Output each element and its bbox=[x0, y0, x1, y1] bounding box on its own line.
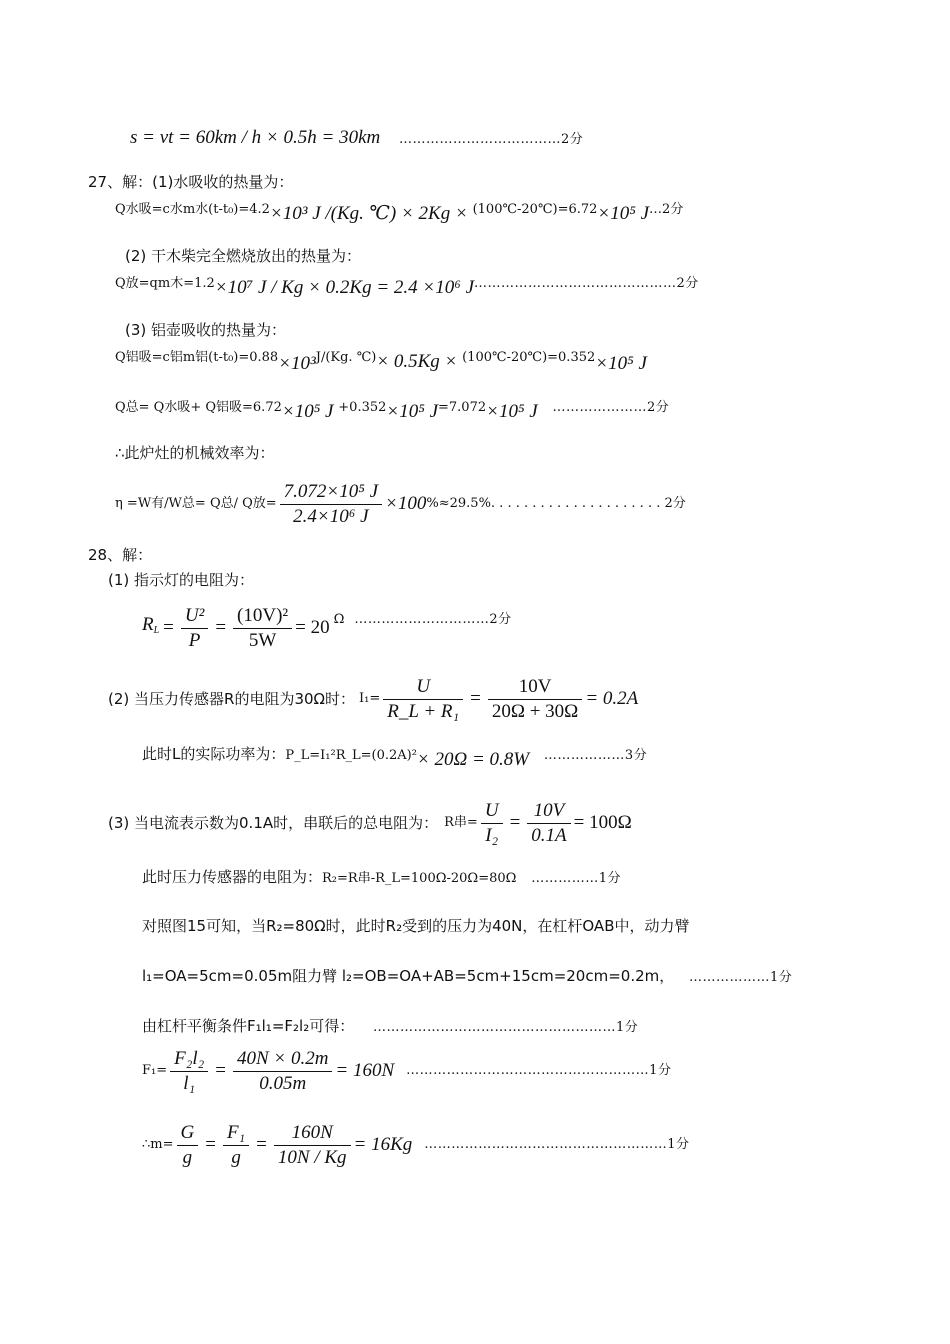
equals-sign-4: = bbox=[509, 812, 521, 833]
q28-lever-text-a: 对照图15可知，当R₂=80Ω时，此时R₂受到的压力为40N，在杠杆OAB中，动力臂 bbox=[142, 917, 690, 935]
sensor-equation: R₂=R串-R_L=100Ω-20Ω=80Ω bbox=[322, 871, 517, 886]
total-heat-t1: ×10⁵ J bbox=[281, 401, 334, 422]
q27-efficiency-heading: ∴此炉灶的机械效率为： bbox=[115, 444, 275, 462]
efficiency-fraction bbox=[280, 482, 382, 527]
q28-total-resistance-line bbox=[108, 794, 632, 852]
q28-step1-heading: (1) 指示灯的电阻为： bbox=[108, 571, 255, 589]
water-heat-left: Q水吸=c水m水(t-t₀)=4.2 bbox=[115, 202, 270, 217]
power-mid: × 20Ω = 0.8W bbox=[416, 749, 530, 770]
q27-kettle-heat-line bbox=[115, 346, 647, 374]
water-heat-score: …2分 bbox=[649, 202, 684, 217]
power-score: ………………3分 bbox=[543, 748, 648, 763]
efficiency-denominator: 2.4×10⁶ J bbox=[293, 505, 369, 527]
water-heat-end: ×10⁵ J bbox=[597, 203, 650, 224]
r-fraction-1: $\frac{U}{\text{I₂}}$ bbox=[481, 801, 503, 846]
rl-unit: Ω bbox=[333, 612, 345, 627]
f-left: F₁= bbox=[142, 1063, 168, 1078]
kettle-heat-mass: × 0.5Kg × bbox=[376, 351, 458, 372]
rl-fraction-2: $\frac{\text{(10V)²}}{5W}$ bbox=[233, 606, 292, 651]
efficiency-mul: ×100 bbox=[385, 493, 427, 514]
q28-power-line bbox=[142, 744, 648, 770]
power-heading: 此时L的实际功率为： bbox=[142, 745, 286, 763]
q27-heading: 27、解：(1)水吸收的热量为： bbox=[88, 173, 294, 191]
total-heat-t5: ×10⁵ J bbox=[486, 401, 538, 422]
balance-score: ………………………………………………1分 bbox=[373, 1020, 639, 1035]
i1-fraction-2: $\frac{10V}{20\Omega + 30\Omega}$ bbox=[488, 677, 582, 722]
q27-total-heat-line bbox=[115, 396, 670, 422]
wood-heat-left: Q放=qm木=1.2 bbox=[115, 276, 215, 291]
q28-lever-text-b bbox=[142, 966, 792, 988]
m-fraction-1: $\frac{G}{g}$ bbox=[177, 1123, 199, 1168]
lever-arms-score: ………………1分 bbox=[689, 970, 793, 985]
total-heat-t4: =7.072 bbox=[438, 400, 487, 415]
rl-symbol: $R_L$ bbox=[142, 614, 160, 636]
distance-equation-line bbox=[130, 128, 583, 150]
rl-score: …………………………2分 bbox=[354, 612, 512, 627]
m-fraction-3: $\frac{160N}{10N / Kg}$ bbox=[274, 1123, 351, 1168]
equals-sign-3: = bbox=[470, 688, 481, 709]
q28-sensor-resistance-line bbox=[142, 867, 621, 889]
r-fraction-2: $\frac{10V}{0.1A}$ bbox=[527, 801, 570, 846]
i1-fraction-1: $\frac{U}{\text{R\_L + R₁}}$ bbox=[383, 677, 463, 722]
total-heat-t3: ×10⁵ J bbox=[386, 401, 439, 422]
kettle-heat-unit: J/(Kg. ℃) bbox=[315, 350, 377, 365]
total-heat-left: Q总= Q水吸+ Q铝吸=6.72 bbox=[115, 400, 282, 415]
equals-sign-5: = bbox=[215, 1060, 226, 1081]
water-heat-right: (100℃-20℃)=6.72 bbox=[472, 202, 598, 217]
q27-step3-heading: (3) 铝壶吸收的热量为： bbox=[125, 321, 287, 339]
f-value: = 160N bbox=[335, 1060, 395, 1081]
q28-force-line bbox=[142, 1042, 671, 1100]
score-dots: ………………………………2分 bbox=[399, 132, 584, 147]
q27-wood-heat-line bbox=[115, 272, 699, 298]
kettle-heat-right: (100℃-20℃)=0.352 bbox=[462, 350, 596, 365]
rl-value: = 20 bbox=[295, 617, 330, 638]
power-left: P_L=I₁²R_L=(0.2A)² bbox=[285, 748, 417, 763]
q28-step3-heading: (3) 当电流表示数为0.1A时，串联后的总电阻为： bbox=[108, 814, 439, 832]
lever-arms: l₁=OA=5cm=0.05m阻力臂 l₂=OB=OA+AB=5cm+15cm=20cm=0.2m， bbox=[142, 967, 675, 985]
q28-mass-line bbox=[142, 1116, 690, 1174]
equals-sign: = bbox=[163, 617, 174, 638]
balance-heading: 由杠杆平衡条件F₁l₁=F₂l₂可得： bbox=[142, 1017, 355, 1035]
m-fraction-2: $\frac{\text{F₁}}{g}$ bbox=[223, 1123, 249, 1168]
i1-left: I₁= bbox=[359, 691, 381, 706]
q27-water-heat-line bbox=[115, 198, 684, 224]
m-score: ………………………………………………1分 bbox=[424, 1137, 690, 1152]
m-value: = 16Kg bbox=[353, 1134, 413, 1155]
sensor-heading: 此时压力传感器的电阻为： bbox=[142, 868, 323, 886]
q28-current-line bbox=[108, 670, 638, 728]
q28-step2-heading: (2) 当压力传感器R的电阻为30Ω时： bbox=[108, 690, 355, 708]
q27-step2-heading: (2) 干木柴完全燃烧放出的热量为： bbox=[125, 247, 362, 265]
f-fraction-2: $\frac{40N \times 0.2m}{0.05m}$ bbox=[233, 1049, 332, 1094]
water-heat-mid: ×10³ J /(Kg. ℃) × 2Kg × bbox=[269, 203, 468, 224]
q28-heading: 28、解： bbox=[88, 546, 153, 564]
distance-equation: s = vt = 60km / h × 0.5h = 30km bbox=[130, 127, 381, 148]
efficiency-left: η =W有/W总= Q总/ Q放= bbox=[115, 496, 277, 511]
wood-heat-score: ………………………………………2分 bbox=[474, 276, 699, 291]
equals-sign-6: = bbox=[205, 1134, 216, 1155]
kettle-heat-pow: ×10³ bbox=[278, 353, 316, 374]
rl-fraction-1: $\frac{\text{U²}}{P}$ bbox=[181, 606, 208, 651]
sensor-score: ……………1分 bbox=[531, 871, 621, 886]
f-fraction-1: $\frac{\text{F₂l₂}}{\text{l₁}}$ bbox=[170, 1049, 208, 1094]
q28-balance-line bbox=[142, 1016, 638, 1038]
r-value: = 100Ω bbox=[573, 812, 632, 833]
i1-value: = 0.2A bbox=[585, 688, 639, 709]
total-heat-t2: +0.352 bbox=[338, 400, 387, 415]
efficiency-numerator: 7.072×10⁵ J bbox=[280, 482, 382, 505]
equals-sign-7: = bbox=[256, 1134, 267, 1155]
kettle-heat-left: Q铝吸=c铝m铝(t-t₀)=0.88 bbox=[115, 350, 279, 365]
kettle-heat-end: ×10⁵ J bbox=[595, 353, 647, 374]
q27-efficiency-line bbox=[115, 474, 686, 534]
total-heat-score: …………………2分 bbox=[552, 400, 670, 415]
wood-heat-mid: ×10⁷ J / Kg × 0.2Kg = 2.4 ×10⁶ J bbox=[214, 277, 475, 298]
f-score: ………………………………………………1分 bbox=[406, 1063, 672, 1078]
r-left: R串= bbox=[444, 815, 478, 830]
m-left: ∴m= bbox=[142, 1137, 174, 1152]
q28-lamp-resistance-line bbox=[142, 600, 512, 656]
equals-sign-2: = bbox=[215, 617, 227, 638]
efficiency-tail: %≈29.5%. . . . . . . . . . . . . . . . . . . . . 2分 bbox=[426, 496, 686, 511]
